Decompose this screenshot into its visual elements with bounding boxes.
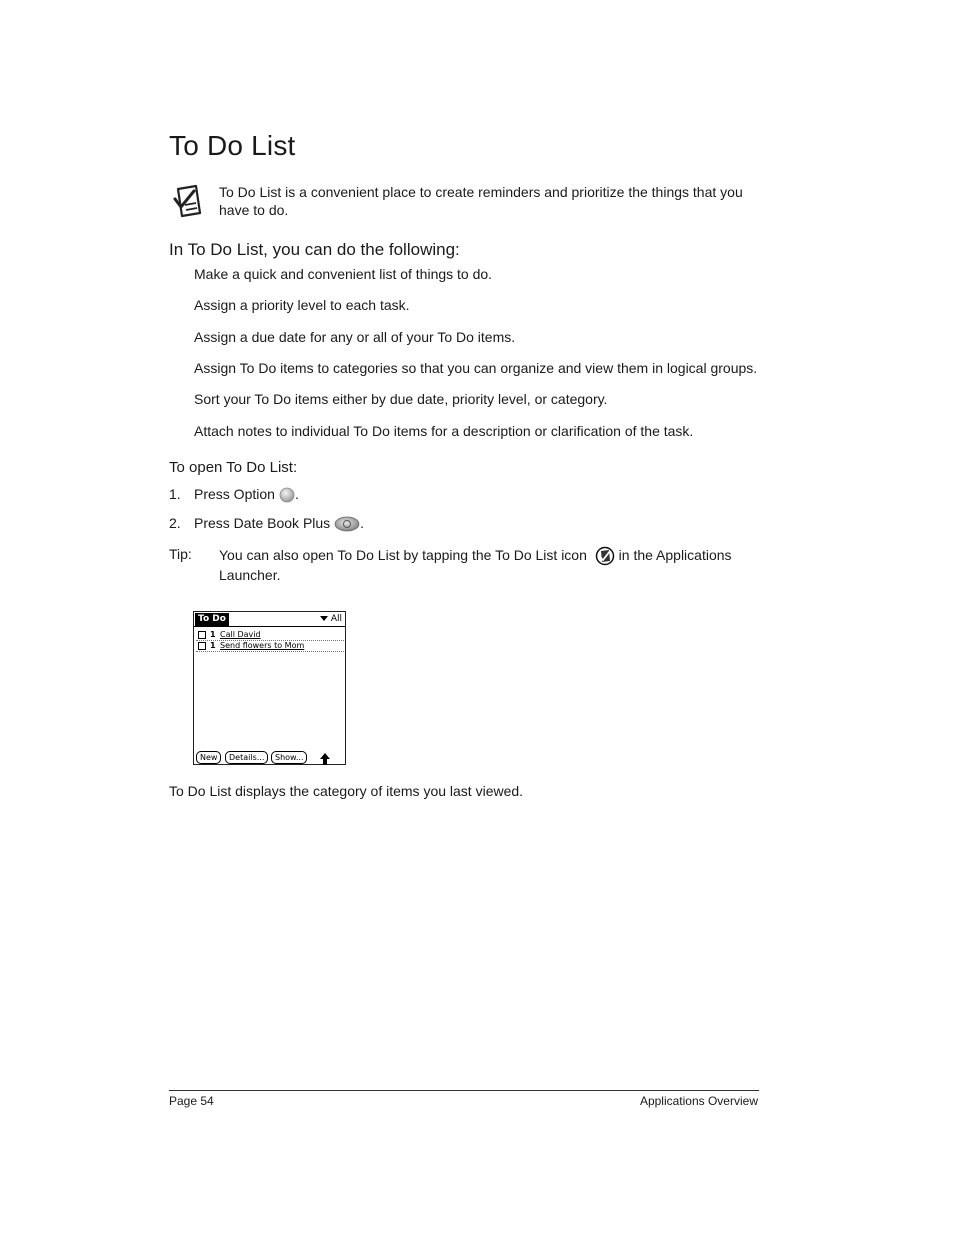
todo-row[interactable] bbox=[196, 641, 344, 652]
page-number: Page 54 bbox=[169, 1094, 214, 1108]
tip-text-after: in the Applications Launcher. bbox=[219, 547, 732, 584]
step-suffix: . bbox=[360, 515, 365, 531]
todo-text[interactable]: Send flowers to Mom bbox=[220, 641, 305, 650]
feature-item: Assign a due date for any or all of your To Do items. bbox=[194, 329, 516, 345]
scroll-up-arrow-icon[interactable] bbox=[320, 753, 330, 765]
details-button[interactable]: Details... bbox=[225, 751, 268, 764]
feature-item: Assign a priority level to each task. bbox=[194, 297, 410, 313]
category-label: All bbox=[330, 614, 342, 624]
feature-item: Assign To Do items to categories so that you can organize and view them in logical groups. bbox=[194, 360, 758, 376]
date-book-plus-button-icon bbox=[334, 516, 360, 532]
todo-screen-header bbox=[194, 612, 345, 627]
tip-label: Tip: bbox=[169, 546, 192, 562]
step-text: Press Date Book Plus bbox=[194, 515, 331, 531]
step-suffix: . bbox=[294, 486, 299, 502]
step-number: 2. bbox=[169, 515, 181, 531]
todo-checkbox[interactable] bbox=[198, 642, 206, 650]
figure-caption: To Do List displays the category of items you last viewed. bbox=[169, 783, 524, 799]
category-picker[interactable] bbox=[320, 613, 342, 626]
features-heading: In To Do List, you can do the following: bbox=[169, 240, 460, 259]
todo-priority[interactable]: 1 bbox=[210, 630, 216, 639]
feature-item: Attach notes to individual To Do items for a description or clarification of the task. bbox=[194, 423, 694, 439]
feature-item: Make a quick and convenient list of things to do. bbox=[194, 266, 493, 282]
todo-checklist-icon bbox=[172, 183, 204, 219]
footer-divider bbox=[169, 1090, 759, 1091]
todo-text[interactable]: Call David bbox=[220, 630, 261, 639]
tip-text-before: You can also open To Do List by tapping the To Do List icon bbox=[219, 547, 587, 563]
section-name: Applications Overview bbox=[639, 1094, 758, 1108]
feature-item: Sort your To Do items either by due date, priority level, or category. bbox=[194, 391, 608, 407]
tip-text bbox=[219, 546, 759, 585]
show-button[interactable]: Show... bbox=[271, 751, 307, 764]
step-1 bbox=[194, 486, 299, 503]
step-2 bbox=[194, 515, 364, 532]
option-button-icon bbox=[279, 487, 295, 503]
todo-screen-title: To Do bbox=[195, 613, 229, 626]
open-heading: To open To Do List: bbox=[169, 459, 298, 476]
todo-priority[interactable]: 1 bbox=[210, 641, 216, 650]
todo-checkbox[interactable] bbox=[198, 631, 206, 639]
intro-text: To Do List is a convenient place to create reminders and prioritize the things that you have to do. bbox=[219, 184, 743, 218]
todo-list-app-icon bbox=[595, 546, 615, 566]
step-text: Press Option bbox=[194, 486, 275, 502]
page-title: To Do List bbox=[169, 130, 296, 161]
todo-row[interactable] bbox=[196, 630, 344, 641]
dropdown-triangle-icon bbox=[320, 616, 328, 621]
step-number: 1. bbox=[169, 486, 181, 502]
new-button[interactable]: New bbox=[196, 751, 221, 764]
todo-screen bbox=[193, 611, 346, 765]
